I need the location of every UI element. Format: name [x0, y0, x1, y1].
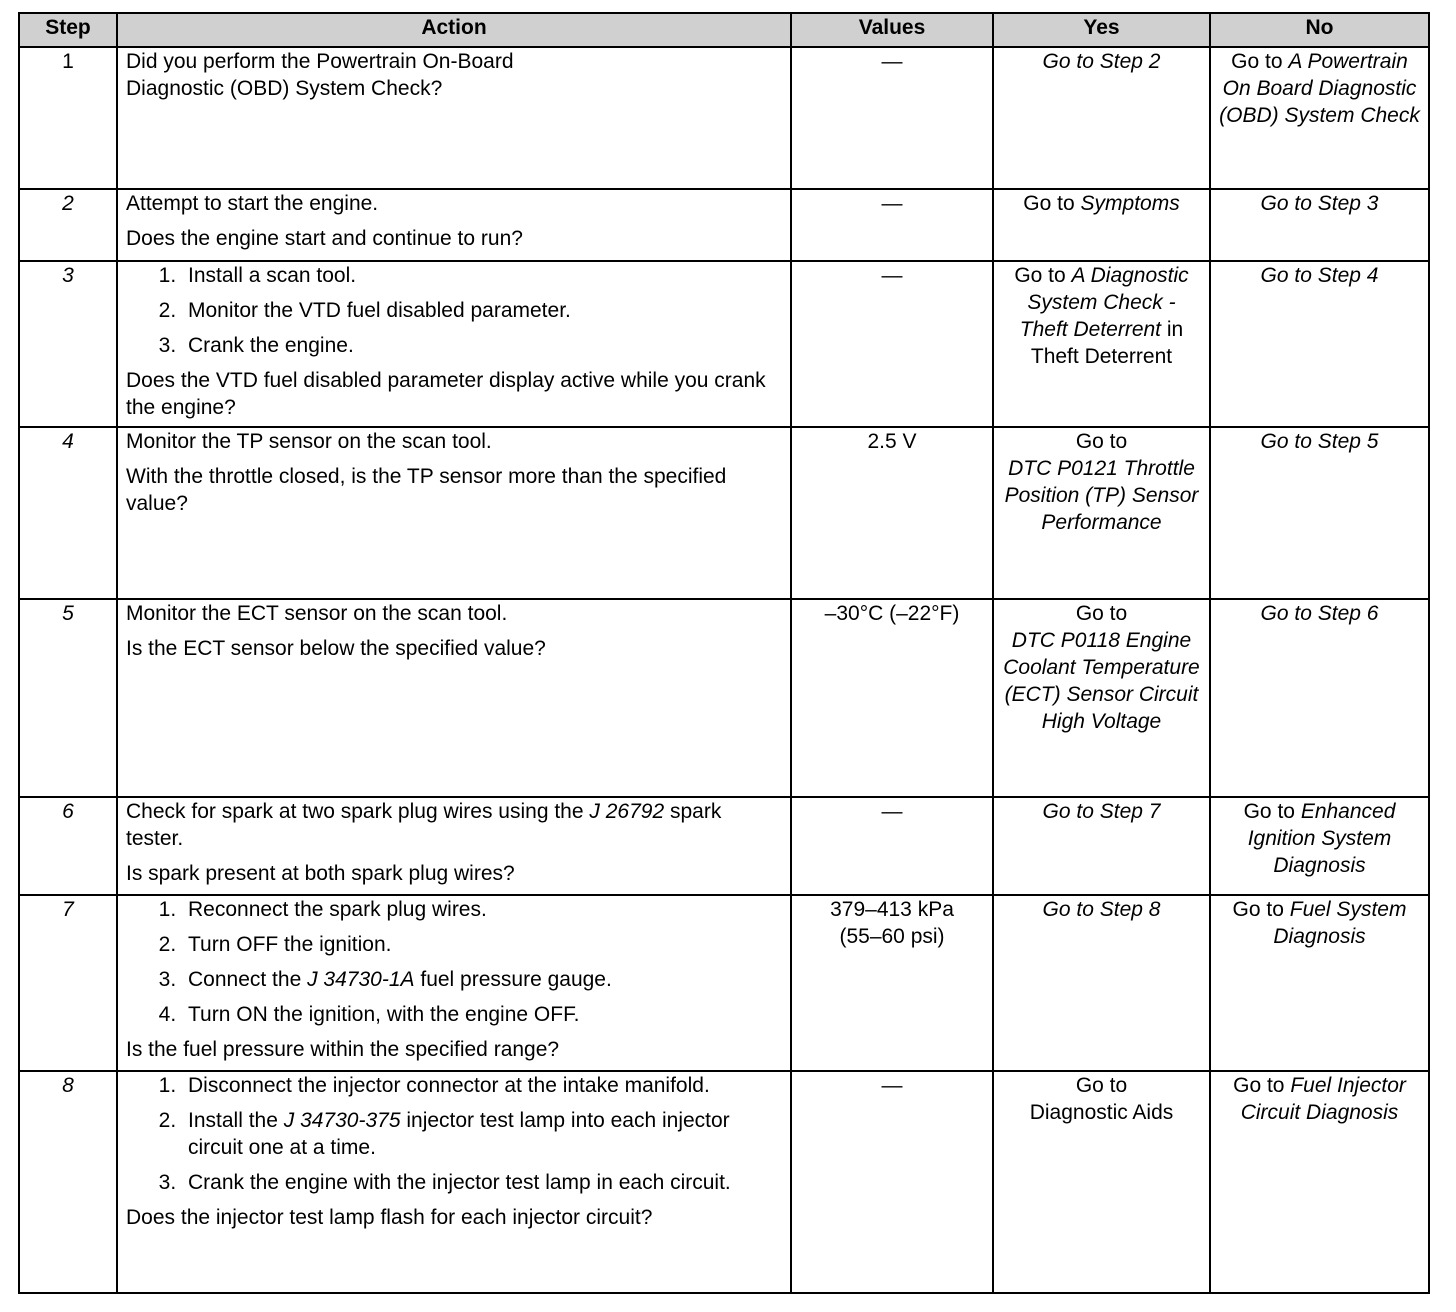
header-no: No — [1210, 13, 1429, 47]
no-link[interactable]: Go to Step 5 — [1260, 430, 1379, 453]
yes-link[interactable]: A Diagnostic System Check - Theft Deterrent — [1019, 264, 1189, 341]
list-item-text-b: fuel pressure gauge. — [420, 968, 612, 991]
no-link[interactable]: Enhanced Ignition System Diagnosis — [1247, 800, 1396, 877]
action-text: Monitor the ECT sensor on the scan tool. — [126, 602, 508, 625]
no-link[interactable]: Fuel Injector Circuit Diagnosis — [1240, 1074, 1406, 1124]
no-link[interactable]: Fuel System Diagnosis — [1273, 898, 1407, 948]
yes-cell — [993, 189, 1210, 261]
list-item: 1. Disconnect the injector connector at the intake manifold. — [182, 1072, 782, 1099]
action-text: Attempt to start the engine. — [126, 192, 379, 215]
table-row — [19, 599, 1429, 797]
yes-link[interactable]: DTC P0118 Engine Coolant Temperature (ECT) Sensor Circuit High Voltage — [1003, 629, 1200, 733]
step-number: 6 — [19, 797, 117, 895]
list-item: 4. Turn ON the ignition, with the engine OFF. — [182, 1001, 782, 1028]
action-steps — [126, 262, 782, 359]
no-prefix: Go to — [1232, 898, 1284, 921]
table-row — [19, 427, 1429, 599]
yes-cell — [993, 797, 1210, 895]
no-prefix: Go to — [1243, 800, 1295, 823]
no-prefix: Go to — [1233, 1074, 1285, 1097]
action-cell — [117, 261, 791, 427]
no-cell — [1210, 599, 1429, 797]
yes-cell — [993, 261, 1210, 427]
no-cell — [1210, 427, 1429, 599]
list-item: 2. Turn OFF the ignition. — [182, 931, 782, 958]
list-item-text-b: injector test lamp into each injector circuit one at a time. — [188, 1109, 730, 1159]
no-cell — [1210, 189, 1429, 261]
action-text-a: Check for spark at two spark plug wires using the — [126, 800, 584, 823]
yes-link[interactable]: Go to Step 8 — [1042, 898, 1161, 921]
no-cell — [1210, 261, 1429, 427]
no-link[interactable]: Go to Step 3 — [1260, 192, 1379, 215]
yes-link[interactable]: Diagnostic Aids — [1029, 1101, 1174, 1124]
action-question: Does the engine start and continue to run? — [126, 227, 523, 250]
action-text: Monitor the TP sensor on the scan tool. — [126, 430, 492, 453]
value-cell: — — [791, 261, 993, 427]
yes-cell — [993, 895, 1210, 1071]
header-yes: Yes — [993, 13, 1210, 47]
table-row — [19, 1071, 1429, 1293]
action-cell — [117, 427, 791, 599]
table-row — [19, 797, 1429, 895]
table-row — [19, 261, 1429, 427]
no-cell — [1210, 47, 1429, 189]
header-values: Values — [791, 13, 993, 47]
yes-link[interactable]: DTC P0121 Throttle Position (TP) Sensor Performance — [1004, 457, 1199, 534]
yes-cell — [993, 47, 1210, 189]
list-item: 1. Install a scan tool. — [182, 262, 782, 289]
action-cell — [117, 599, 791, 797]
no-cell — [1210, 797, 1429, 895]
action-cell — [117, 1071, 791, 1293]
yes-cell — [993, 599, 1210, 797]
yes-link[interactable]: Go to Step 7 — [1042, 800, 1161, 823]
no-cell — [1210, 1071, 1429, 1293]
list-item: 2. Monitor the VTD fuel disabled parameter. — [182, 297, 782, 324]
yes-suffix: in — [1166, 318, 1184, 341]
action-steps — [126, 1072, 782, 1196]
value-cell: –30°C (–22°F) — [791, 599, 993, 797]
step-number: 1 — [19, 47, 117, 189]
list-item-text-a: Install the — [188, 1109, 278, 1132]
action-cell — [117, 189, 791, 261]
action-steps — [126, 896, 782, 1028]
step-number: 5 — [19, 599, 117, 797]
no-prefix: Go to — [1231, 50, 1283, 73]
yes-tail: Theft Deterrent — [1030, 345, 1173, 368]
no-link[interactable]: A Powertrain On Board Diagnostic (OBD) System Check — [1219, 50, 1420, 127]
no-cell — [1210, 895, 1429, 1071]
list-item: 3. Crank the engine with the injector test lamp in each circuit. — [182, 1169, 782, 1196]
header-row — [19, 13, 1429, 47]
value-cell — [791, 895, 993, 1071]
value-cell: — — [791, 47, 993, 189]
header-action: Action — [117, 13, 791, 47]
list-item — [182, 966, 782, 993]
action-question: Is the ECT sensor below the specified value? — [126, 637, 546, 660]
list-item-text-a: Connect the — [188, 968, 302, 991]
step-number: 8 — [19, 1071, 117, 1293]
list-item: 1. Reconnect the spark plug wires. — [182, 896, 782, 923]
action-cell — [117, 47, 791, 189]
table-row — [19, 189, 1429, 261]
step-number: 3 — [19, 261, 117, 427]
value-cell: 2.5 V — [791, 427, 993, 599]
yes-prefix: Go to — [1075, 1074, 1128, 1097]
diagnostic-table — [18, 12, 1430, 1294]
action-question: Is spark present at both spark plug wires? — [126, 862, 515, 885]
table-row — [19, 47, 1429, 189]
yes-link[interactable]: Go to Step 2 — [1042, 50, 1161, 73]
value-cell: — — [791, 1071, 993, 1293]
no-link[interactable]: Go to Step 6 — [1260, 602, 1379, 625]
yes-link[interactable]: Symptoms — [1080, 192, 1180, 215]
yes-cell — [993, 1071, 1210, 1293]
table-row — [19, 895, 1429, 1071]
value-range: 379–413 kPa (55–60 psi) — [830, 898, 954, 948]
action-question: With the throttle closed, is the TP sensor more than the specified value? — [126, 465, 727, 515]
step-number: 4 — [19, 427, 117, 599]
yes-prefix: Go to — [1014, 264, 1066, 287]
action-text — [126, 798, 782, 852]
action-question: Does the injector test lamp flash for each injector circuit? — [126, 1206, 653, 1229]
action-question: Is the fuel pressure within the specified range? — [126, 1038, 560, 1061]
action-question: Does the VTD fuel disabled parameter display active while you crank the engine? — [126, 369, 766, 419]
yes-prefix: Go to — [1075, 430, 1128, 453]
step-number: 7 — [19, 895, 117, 1071]
value-cell: — — [791, 189, 993, 261]
action-cell — [117, 895, 791, 1071]
list-item — [182, 1107, 782, 1161]
tool-number: J 34730-375 — [283, 1109, 401, 1132]
list-item: 3. Crank the engine. — [182, 332, 782, 359]
yes-prefix: Go to — [1075, 602, 1128, 625]
action-cell — [117, 797, 791, 895]
value-cell: — — [791, 797, 993, 895]
action-text-b: spark tester. — [126, 800, 722, 850]
action-question: Did you perform the Powertrain On-Board Diagnostic (OBD) System Check? — [126, 50, 514, 100]
no-link[interactable]: Go to Step 4 — [1260, 264, 1379, 287]
header-step: Step — [19, 13, 117, 47]
tool-number: J 34730-1A — [307, 968, 415, 991]
yes-prefix: Go to — [1023, 192, 1075, 215]
yes-cell — [993, 427, 1210, 599]
tool-number: J 26792 — [589, 800, 665, 823]
step-number: 2 — [19, 189, 117, 261]
